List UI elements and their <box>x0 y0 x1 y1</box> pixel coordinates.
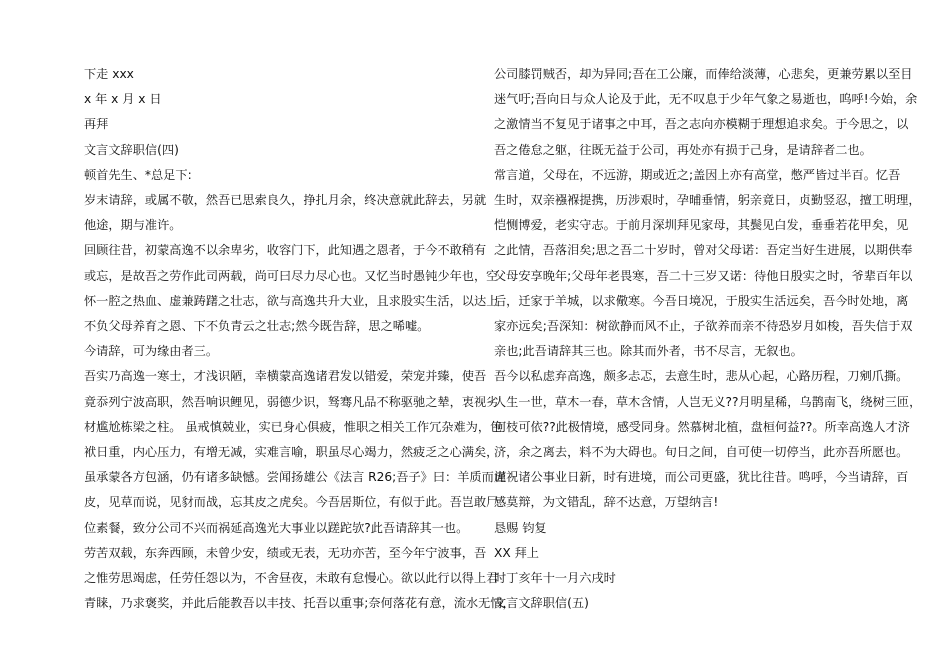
text-line: 竟忝列宁波高职，然吾响识鲤见，弱德少识，驽骞凡品不称驱驰之辇，衷视劣 <box>84 394 499 409</box>
right-text-column <box>494 62 922 616</box>
salutation: 顿首先生、*总足下: <box>84 167 192 182</box>
left-text-column <box>84 62 515 616</box>
text-line: 袱日重，内心压力，有增无减，实难言喻，职虽尽心竭力，然疲乏之心满矣， <box>84 445 499 460</box>
text-line: 再拜 <box>84 117 109 132</box>
text-line: 回顾往昔，初蒙高逸不以余卑劣，收容门下，此知遇之恩者，于今不敢稍有 <box>84 243 487 258</box>
text-line: 怀一腔之热血、虚兼踌躇之壮志，欲与高逸共升大业，且求股实生活，以达上 <box>84 293 499 308</box>
text-line: 恺恻博爱，老实守志。于前月深圳拜见家母，其鬓见白发，垂垂若花甲矣，见 <box>494 218 909 233</box>
text-line: 何枝可依??此极情境，感受同身。然慕树北植，盘桓何益??。所幸高逸人才济 <box>494 419 910 434</box>
text-line: 谨祝诸公事业日新，时有进境，而公司更盛，犹比往昔。鸣呼，今当请辞，百 <box>494 470 909 485</box>
text-line: 位素餐，致分公司不兴而祸延高逸光大事业以蹉跎欤?此吾请辞其一也。 <box>84 520 469 535</box>
text-line: 之此情，吾落泪矣;思之吾二十岁时，曾对父母诺：吾定当好生进展，以期供奉 <box>494 243 913 258</box>
text-line: 常言道，父母在，不远游，期或近之;盖因上亦有高堂，憋严皆过半百。忆吾 <box>494 167 901 182</box>
date-line: 时丁亥年十一月六戌时 <box>494 571 616 586</box>
text-line: 他途，期与准许。 <box>84 218 182 233</box>
text-line: 虽承蒙各方包涵，仍有诸多缺憾。尝闻扬雄公《法言 R26;吾子》曰：羊质而虎 <box>84 470 506 485</box>
text-line: 之惟劳思竭虑，任劳任怨以为，不舍昼夜，未敢有怠慢心。欲以此行以得上君 <box>84 571 499 586</box>
text-line: 生时，双亲襁褓提携，历涉艰时，孕晡垂情，躬亲竟日，贞勤竖忍，擅工明理， <box>494 193 921 208</box>
text-line: 家亦远矣;吾深知：树欲静而风不止，子欲养而亲不待恐岁月如梭，吾失信于双 <box>494 319 913 334</box>
text-line: 青睐，乃求褒奖，并此后能教吾以丰技、托吾以重事;奈何落花有意，流水无情， <box>84 596 515 611</box>
text-line: 亲也;此吾请辞其三也。除其而外者，书不尽言，无叙也。 <box>494 344 803 359</box>
text-line: 之激情当不复见于诸事之中耳，吾之志向亦模糊于理想追求矣。于今思之，以 <box>494 117 909 132</box>
text-line: 人生一世，草木一春，草木含情，人岂无义??月明星稀，乌鹊南飞，绕树三匝， <box>494 394 922 409</box>
text-line: 下走 xxx <box>84 67 134 81</box>
section-title: 文言文辞职信(五) <box>494 596 589 611</box>
signature-line: XX 拜上 <box>494 545 539 560</box>
text-line: 不负父母养育之恩、下不负青云之壮志;然今既告辞，思之唏嘘。 <box>84 319 430 334</box>
text-line: x 年 x 月 x 日 <box>84 92 162 107</box>
text-line: 材尴尬栋梁之柱。 虽戒慎兢业，实已身心俱疲，惟职之相关工作冗杂难为，包 <box>84 419 503 434</box>
text-line: 济，余之离去，料不为大碍也。旬日之间，自可使一切停当，此亦吾所愿也。 <box>494 445 909 460</box>
section-title: 文言文辞职信(四) <box>84 142 179 157</box>
text-line: 劳苦双载，东奔西顾，未曾少安，绩或无表，无功亦苦，至今年宁波事，吾 <box>84 545 487 560</box>
text-line: 公司膝罚贼否，却为异同;吾在工公廉，而俸给淡薄，心悲矣，更兼劳累以至目 <box>494 67 913 81</box>
text-line: 迷气吁;吾向日与众人论及于此，无不叹息于少年气象之易逝也，呜呼!今始，余 <box>494 92 918 107</box>
text-line: 今请辞，可为缘由者三。 <box>84 344 219 359</box>
text-line: 岁末请辞，或属不敬，然吾已思索良久，挣扎月余，终决意就此辞去，另就 <box>84 193 487 208</box>
text-line: 父母安享晚年;父母年老畏寒，吾二十三岁又诺：待他日殷实之时，爷辈百年以 <box>494 268 913 283</box>
text-line: 感莫辩，为文错乱，辞不达意，万望纳言! <box>494 495 719 510</box>
closing-phrase: 恳赐 钧复 <box>494 520 547 535</box>
text-line: 或忘，是故吾之劳作此司两载，尚可曰尽力尽心也。又忆当时愚钝少年也，空 <box>84 268 499 283</box>
text-line: 皮，见草而说，见豺而战，忘其皮之虎矣。今吾居斯位，有似于此。吾岂敢尸 <box>84 495 499 510</box>
text-line: 后，迁家于羊城，以求儆寒。今吾日境况，于殷实生活远矣，吾今时处地，离 <box>494 293 909 308</box>
text-line: 吾今以私虑弃高逸，颇多忐忑，去意生时，悲从心起，心路历程，刀剜爪撕。 <box>494 369 909 384</box>
text-line: 吾实乃高逸一寒士，才浅识陋，幸横蒙高逸诸君发以错爱，荣宠并臻，使吾 <box>84 369 487 384</box>
text-line: 吾之倦怠之躯，往既无益于公司，再处亦有损于己身，是请辞者二也。 <box>494 142 872 157</box>
